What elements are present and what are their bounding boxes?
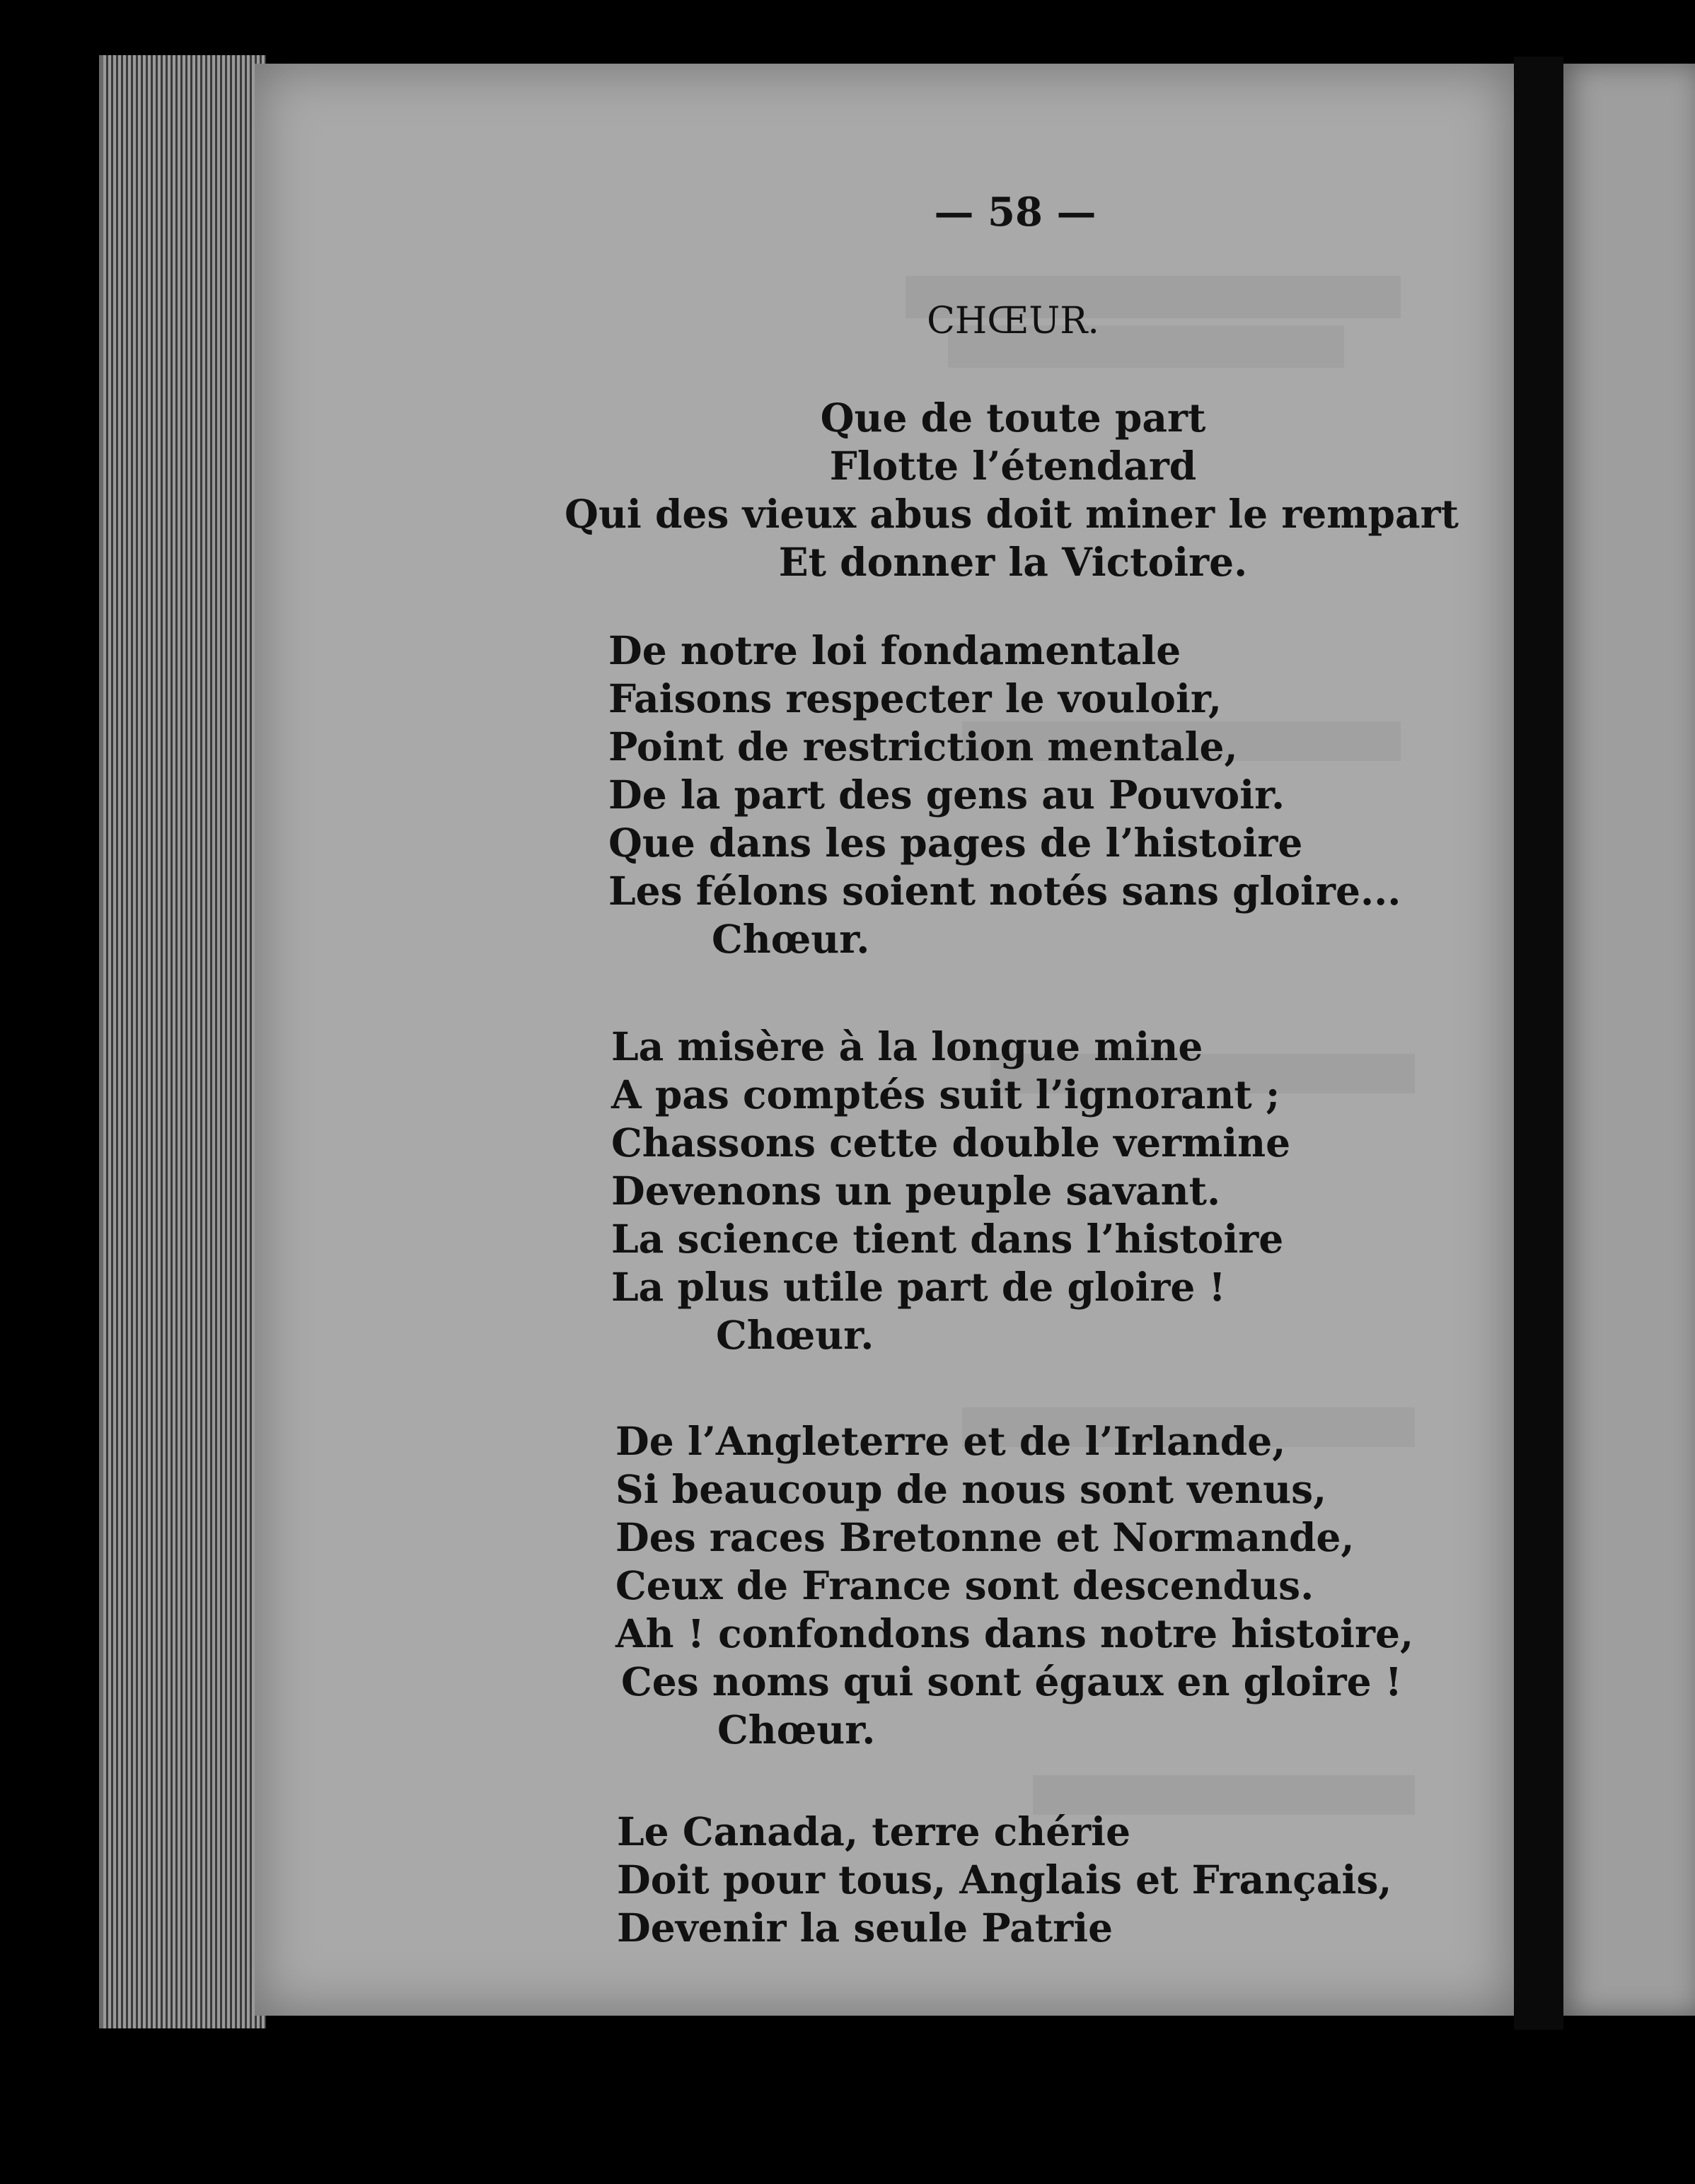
verse-line: La misère à la longue mine — [611, 1023, 1203, 1069]
verse-line: Si beaucoup de nous sont venus, — [615, 1466, 1327, 1512]
facing-page-edge — [1563, 64, 1695, 2016]
verse-line: De notre loi fondamentale — [608, 627, 1181, 673]
page-number: — 58 — — [934, 189, 1097, 236]
verse-line: A pas comptés suit l’ignorant ; — [611, 1071, 1280, 1117]
refrain-marker: Chœur. — [716, 1312, 874, 1358]
verse-line: Chassons cette double vermine — [611, 1120, 1291, 1166]
verse-line: Devenir la seule Patrie — [617, 1905, 1113, 1951]
verse-line: Que dans les pages de l’histoire — [608, 820, 1303, 866]
verse-line: Doit pour tous, Anglais et Français, — [617, 1857, 1392, 1903]
chorus-heading: CHŒUR. — [927, 300, 1099, 342]
verse-line: Ces noms qui sont égaux en gloire ! — [621, 1659, 1402, 1704]
refrain-marker: Chœur. — [712, 916, 870, 962]
chorus-line: Et donner la Victoire. — [778, 539, 1248, 585]
verse-line: Point de restriction mentale, — [608, 724, 1238, 769]
page-stack-edges — [99, 55, 266, 2028]
chorus-line: Que de toute part — [820, 395, 1206, 441]
verse-line: La plus utile part de gloire ! — [611, 1264, 1226, 1310]
verse-line: Ah ! confondons dans notre histoire, — [615, 1610, 1414, 1656]
chorus-line: Qui des vieux abus doit miner le rempart — [565, 491, 1459, 537]
page-text — [255, 64, 1514, 2016]
verse-line: Les félons soient notés sans gloire... — [608, 868, 1401, 914]
verse-line: De la part des gens au Pouvoir. — [608, 772, 1285, 818]
verse-line: Faisons respecter le vouloir, — [608, 675, 1222, 721]
book-spine — [1514, 57, 1563, 2030]
refrain-marker: Chœur. — [717, 1707, 876, 1753]
verse-line: Ceux de France sont descendus. — [615, 1562, 1314, 1608]
verse-line: Devenons un peuple savant. — [611, 1168, 1221, 1214]
chorus-line: Flotte l’étendard — [829, 443, 1197, 489]
verse-line: Le Canada, terre chérie — [617, 1808, 1131, 1854]
verse-line: La science tient dans l’histoire — [611, 1216, 1284, 1262]
verse-line: Des races Bretonne et Normande, — [615, 1514, 1355, 1560]
verse-line: De l’Angleterre et de l’Irlande, — [615, 1418, 1286, 1464]
